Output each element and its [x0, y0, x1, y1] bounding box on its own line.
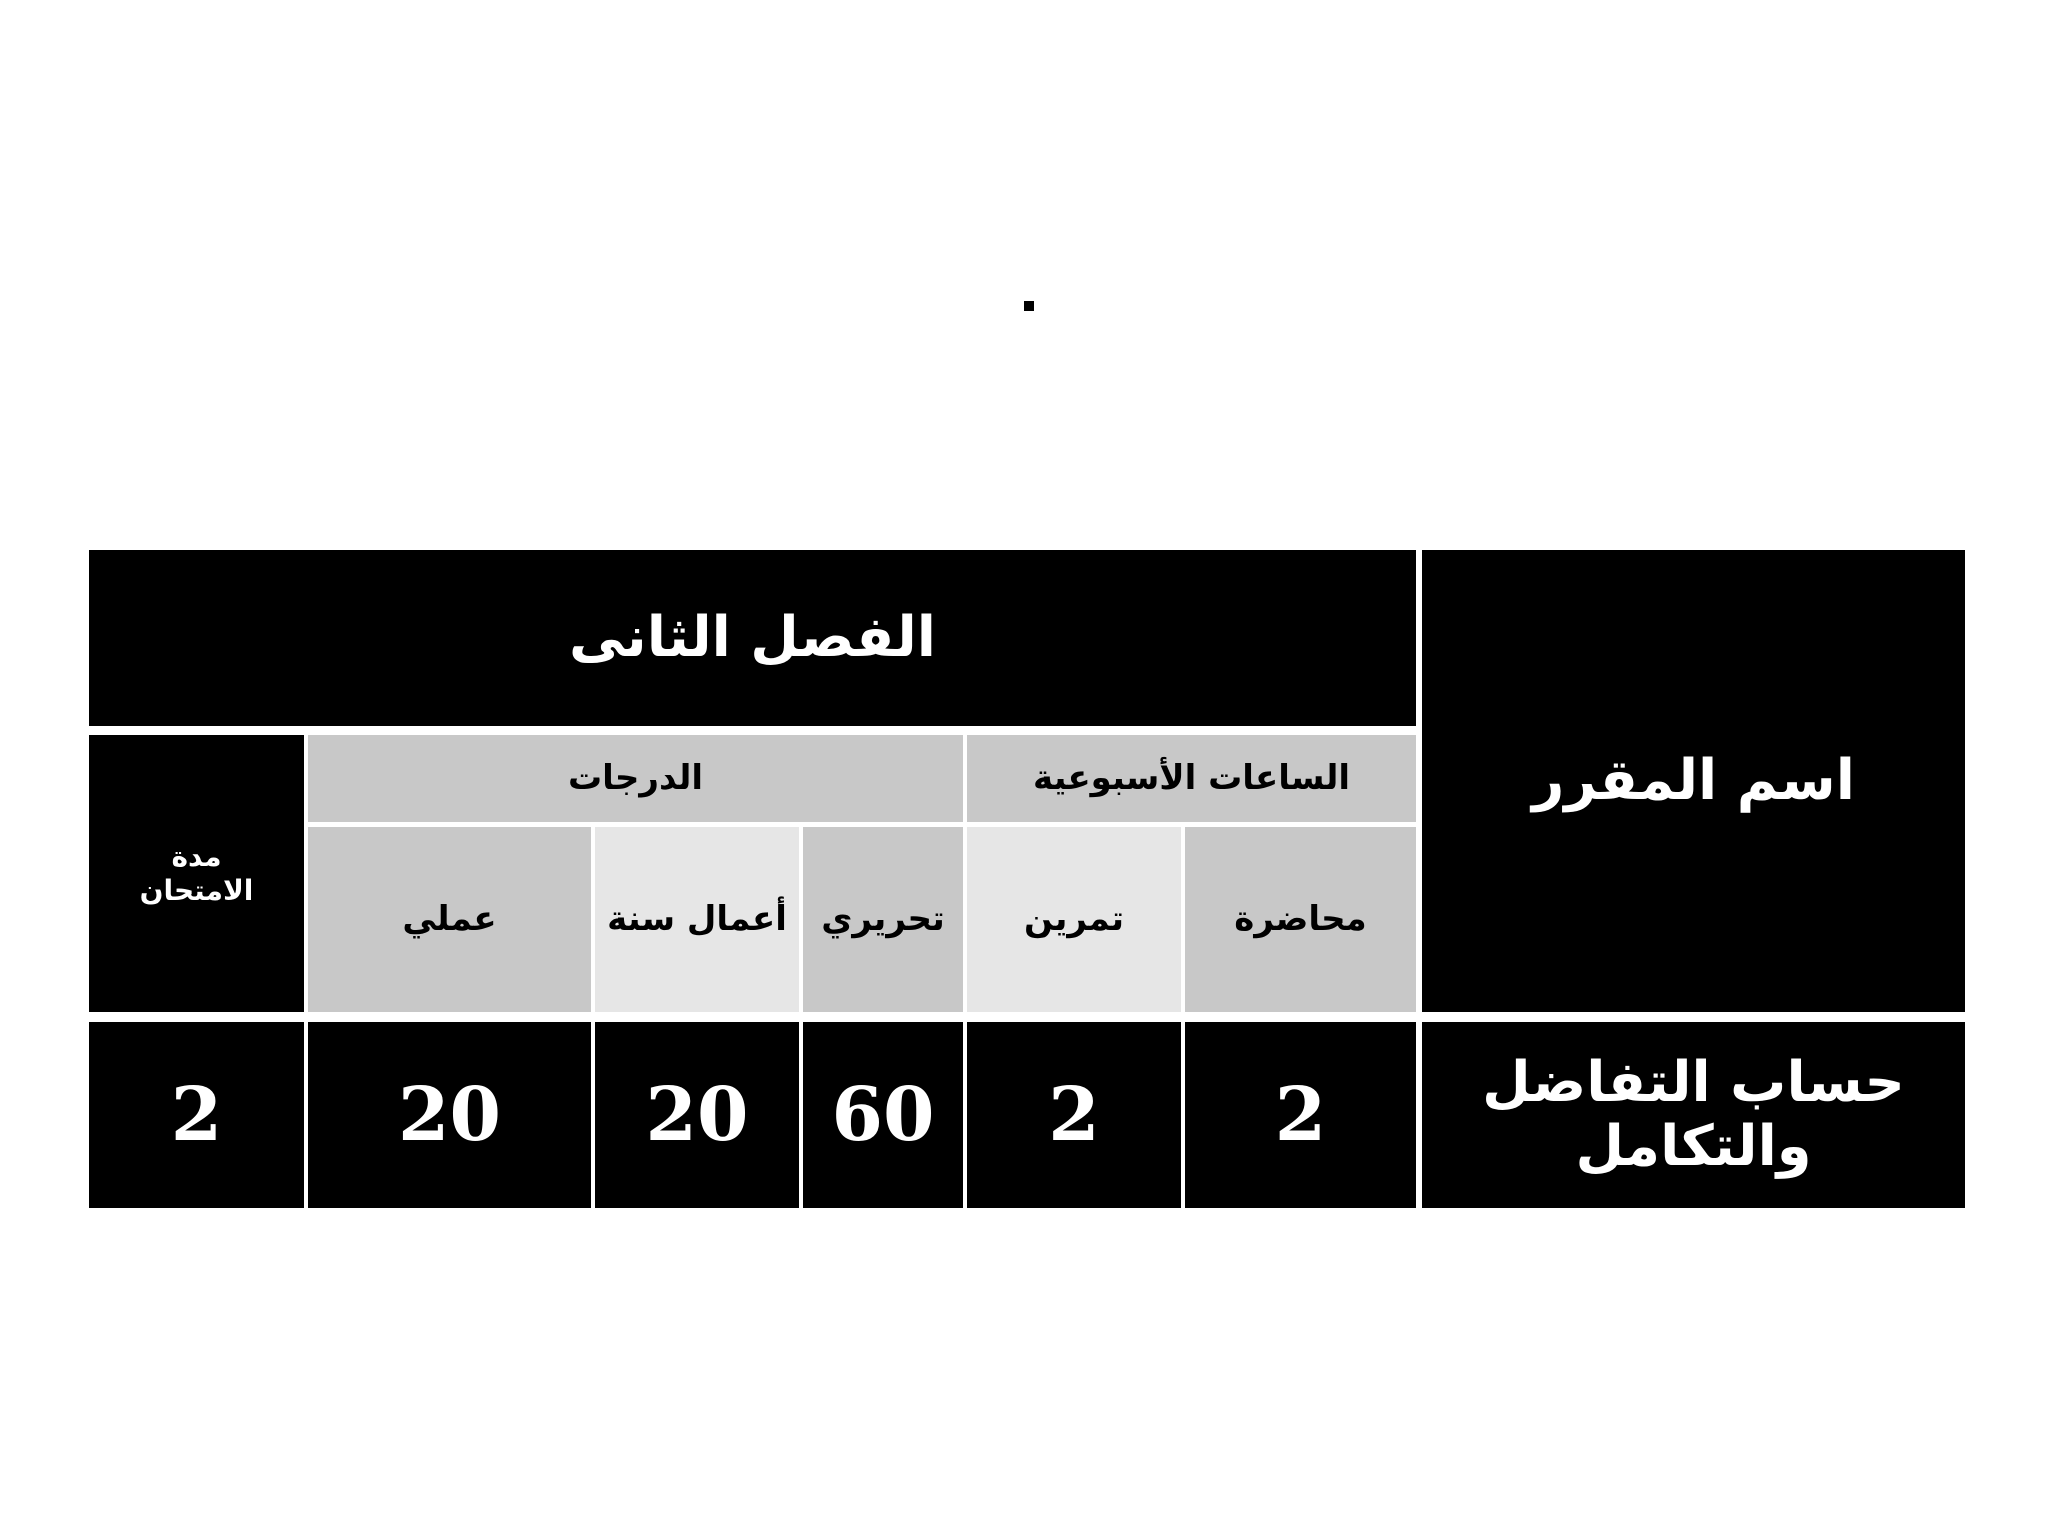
practical-grade-cell: 20: [308, 1022, 591, 1208]
exercise-header: تمرين: [967, 827, 1181, 1012]
course-name-cell: [1422, 1022, 1965, 1208]
written-grade-cell: 60: [803, 1022, 963, 1208]
exam-duration-header-line2: الامتحان: [139, 873, 254, 907]
lecture-hours-cell: 2: [1185, 1022, 1416, 1208]
exam-duration-header: [89, 735, 304, 1012]
weekly-hours-header: الساعات الأسبوعية: [967, 735, 1416, 822]
practical-header: عملي: [308, 827, 591, 1012]
coursework-header: أعمال سنة: [595, 827, 799, 1012]
course-name-line1: حساب التفاضل: [1482, 1049, 1905, 1115]
written-header: تحريري: [803, 827, 963, 1012]
course-name-header: اسم المقرر: [1422, 550, 1965, 1012]
grades-header: الدرجات: [308, 735, 963, 822]
exam-duration-header-line1: مدة: [171, 839, 222, 873]
course-table: [89, 550, 1965, 1210]
exercise-hours-cell: 2: [967, 1022, 1181, 1208]
course-name-line2: والتكامل: [1575, 1114, 1812, 1179]
exam-duration-cell: 2: [89, 1022, 304, 1208]
coursework-grade-cell: 20: [595, 1022, 799, 1208]
semester-header: الفصل الثانى: [89, 550, 1416, 726]
lecture-header: محاضرة: [1185, 827, 1416, 1012]
slide-dot-marker: [1024, 301, 1034, 311]
